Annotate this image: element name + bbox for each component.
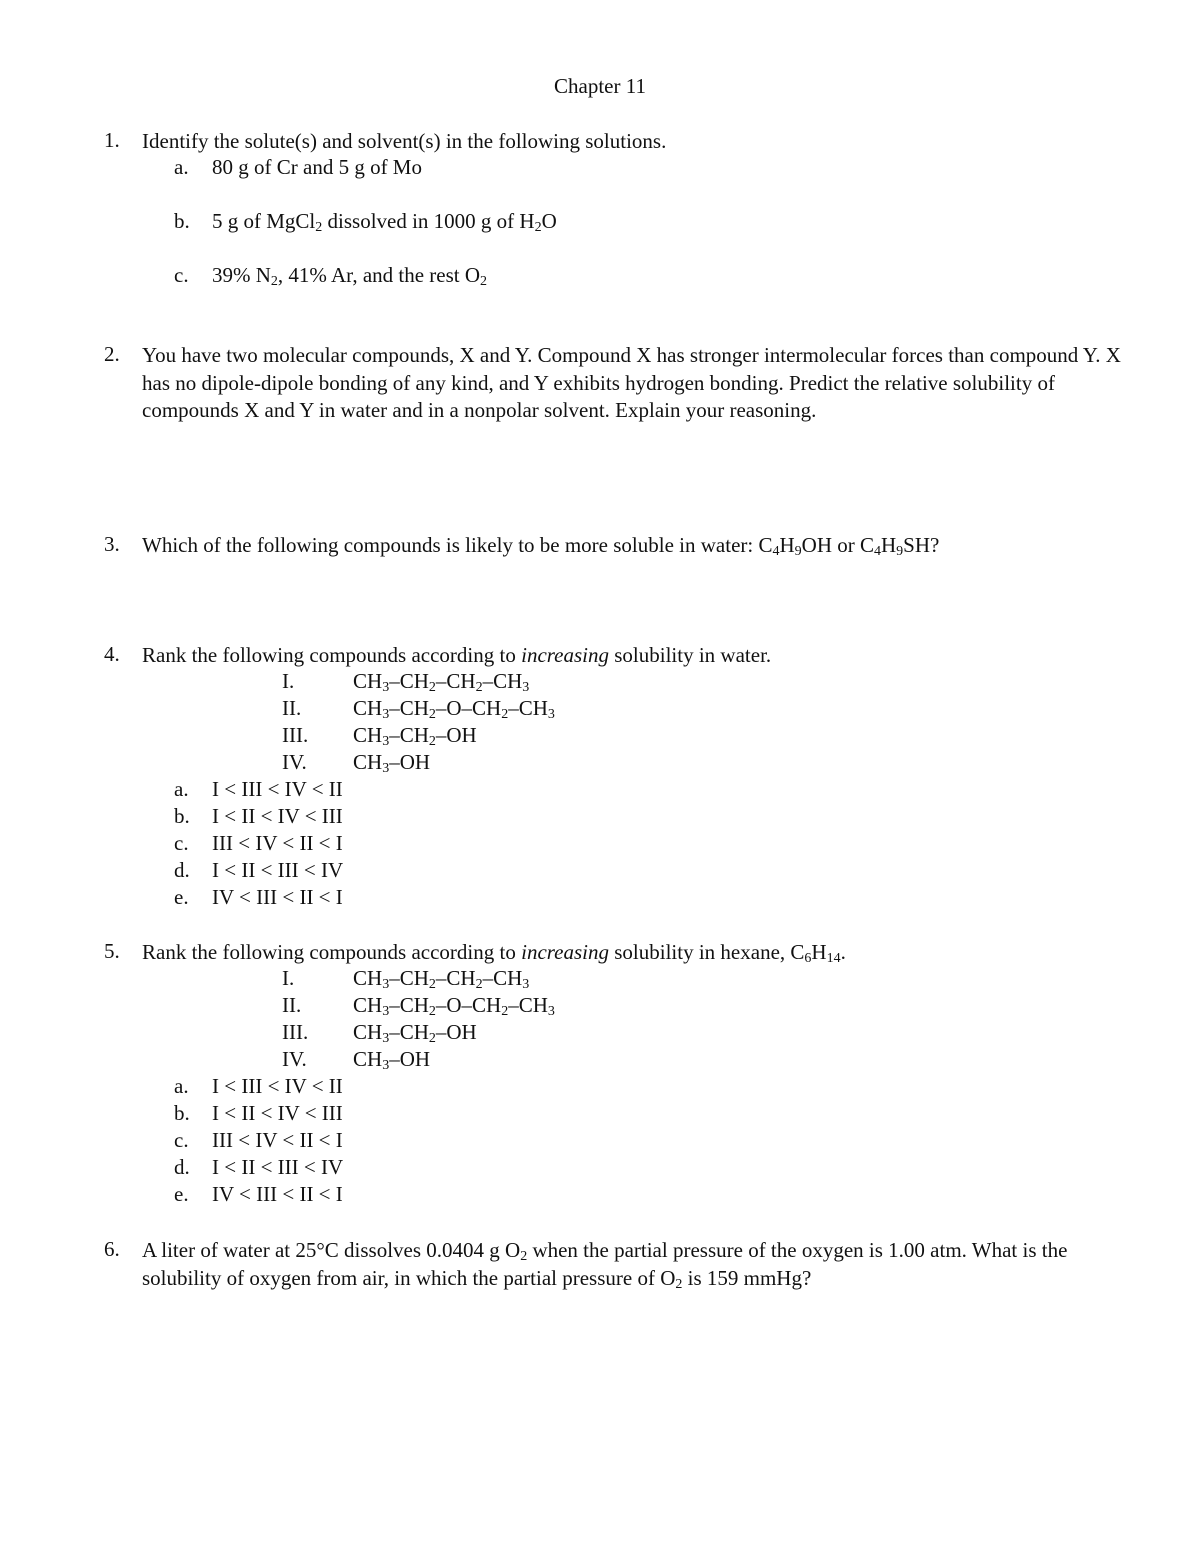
question-text: You have two molecular compounds, X and Y. Compound X has stronger intermolecular forces than compound Y. X has no dipole-dipole bonding of any kind, and Y exhibits hydrogen bonding. Predict the relative solubility of compounds X and Y in water and in a nonpolar solvent. Explain your reasoning. — [142, 343, 1121, 422]
subscript: 2 — [534, 220, 542, 235]
option-text: O — [541, 209, 557, 233]
page-title: Chapter 11 — [554, 74, 646, 98]
option-text: 5 g of MgCl — [212, 209, 316, 233]
question-number: 2. — [104, 342, 120, 366]
question-3 — [104, 532, 1144, 560]
question-5 — [104, 939, 1144, 1206]
compound-item: II. $CH_3-CH_2-O-CH_2-CH_3$ — [282, 696, 555, 722]
compound-item: I. $CH_3-CH_2-CH_2-CH_3$ — [282, 669, 530, 695]
compound-item: I. $CH_3-CH_2-CH_2-CH_3$ — [282, 966, 530, 992]
option-text: , 41% Ar, and the rest O — [277, 263, 481, 287]
answer-option — [174, 209, 557, 234]
answer-option: e. IV < III < II < I — [174, 1182, 343, 1206]
question-number: 1. — [104, 128, 120, 152]
option-text: dissolved in 1000 g of H — [322, 209, 535, 233]
compound-item: IV. $CH_3-OH$ — [282, 750, 431, 776]
option-label: a. — [174, 155, 189, 179]
answer-option: c. III < IV < II < I — [174, 1128, 343, 1152]
question-number: 5. — [104, 939, 120, 963]
compound-item: III. $CH_3-CH_2-OH$ — [282, 723, 477, 749]
answer-option: d. I < II < III < IV — [174, 858, 344, 882]
option-label: c. — [174, 263, 189, 287]
question-number: 6. — [104, 1237, 120, 1261]
subscript: 2 — [315, 220, 323, 235]
option-label: b. — [174, 209, 190, 233]
question-text: Identify the solute(s) and solvent(s) in the following solutions. — [142, 129, 667, 153]
compound-item: IV. $CH_3-OH$ — [282, 1047, 431, 1073]
answer-option: e. IV < III < II < I — [174, 885, 343, 909]
answer-option — [174, 263, 487, 288]
question-text: Rank the following compounds according to increasing solubility in water. — [142, 643, 772, 667]
subscript: 2 — [270, 274, 278, 289]
option-text: 39% N — [212, 263, 271, 287]
answer-option: b. I < II < IV < III — [174, 1101, 343, 1125]
question-4 — [104, 642, 1144, 909]
answer-option: a. I < III < IV < II — [174, 1074, 343, 1098]
answer-option — [174, 155, 422, 180]
subscript: 2 — [480, 274, 488, 289]
question-number: 3. — [104, 532, 120, 556]
option-text: 80 g of Cr and 5 g of Mo — [212, 155, 422, 179]
answer-option: d. I < II < III < IV — [174, 1155, 344, 1179]
question-number: 4. — [104, 642, 120, 666]
question-1 — [104, 128, 1144, 289]
question-text: Which of the following compounds is likely to be more soluble in water: $C_4H_9OH$ or $C_4H_9SH$? — [142, 533, 940, 559]
answer-option: c. III < IV < II < I — [174, 831, 343, 855]
compound-item: II. $CH_3-CH_2-O-CH_2-CH_3$ — [282, 993, 555, 1019]
question-2 — [104, 342, 1144, 425]
compound-item: III. $CH_3-CH_2-OH$ — [282, 1020, 477, 1046]
answer-option: b. I < II < IV < III — [174, 804, 343, 828]
answer-option: a. I < III < IV < II — [174, 777, 343, 801]
question-text: A liter of water at 25°C dissolves 0.0404 g $O_2$ when the partial pressure of the oxygen is 1.00 atm. What is the solubility of oxygen from air, in which the partial pressure of $O_2$ is 159 mmHg? — [142, 1238, 1068, 1292]
question-6 — [104, 1237, 1144, 1292]
question-text: Rank the following compounds according to increasing solubility in hexane, $C_6H_{14}$. — [142, 940, 846, 966]
